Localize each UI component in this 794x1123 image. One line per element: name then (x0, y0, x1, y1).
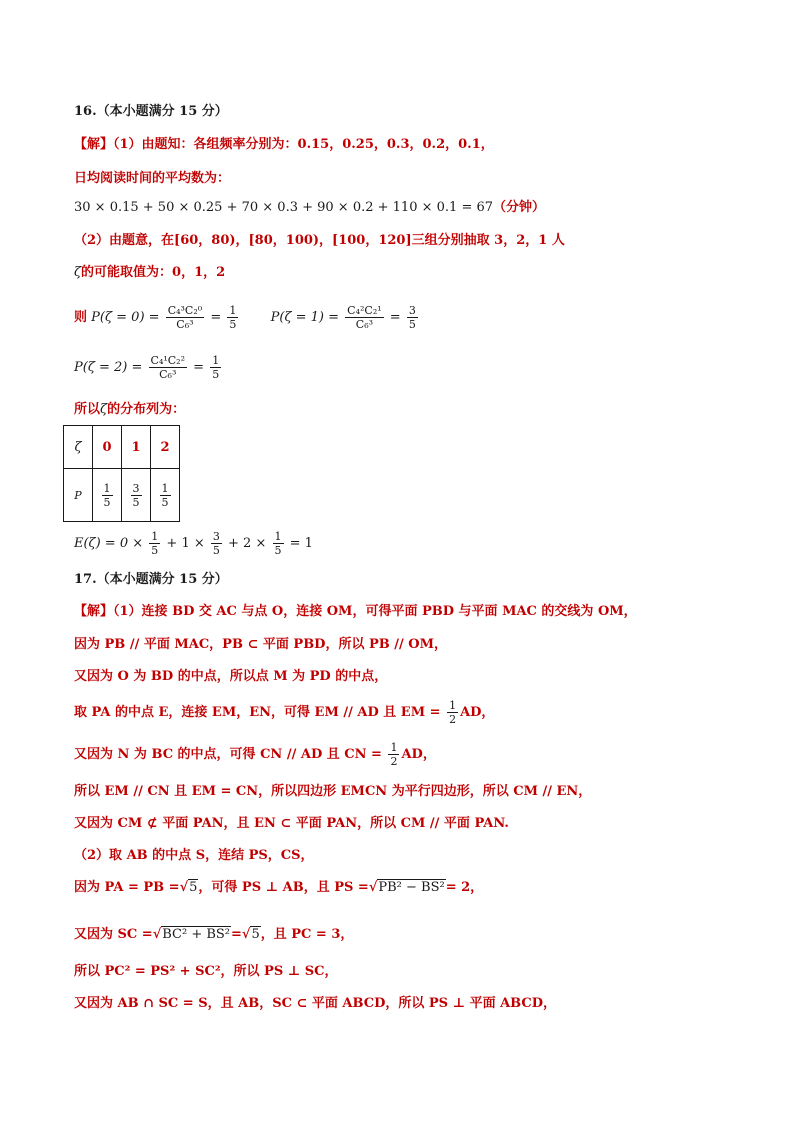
fraction: $\frac{1}{5}$ (151, 530, 159, 557)
q16-mean-intro: 日均阅读时间的平均数为： (74, 171, 231, 186)
fraction: $\frac{1}{2}$ (449, 699, 457, 726)
sqrt-term: 5 (251, 927, 260, 942)
table-cell: 1 (122, 426, 151, 469)
equals: = (389, 310, 401, 325)
q17-line-2: 因为 PB // 平面 MAC，PB ⊂ 平面 PBD，所以 PB // OM， (74, 637, 448, 652)
equals: = (193, 360, 205, 375)
q17-line-7: 又因为 CM ⊄ 平面 PAN，且 EN ⊂ 平面 PAN，所以 CM // 平面 PAN. (74, 816, 509, 831)
q17-text: 因为 PA = PB = (74, 880, 180, 895)
q16-prob-2 (74, 350, 223, 386)
q17-text: （1）连接 BD 交 AC 与点 O，连接 OM，可得平面 PBD 与平面 MAC 的交线为 OM， (113, 604, 637, 619)
q17-line-4 (74, 695, 494, 731)
so-word: 所以 (74, 402, 101, 417)
fraction: $\frac{\text{C₄¹C₂²}}{\text{C₆³}}$ (150, 354, 186, 381)
q17-text: ，且 PC = 3， (260, 927, 354, 942)
p-zeta-0: P(ζ = 0) = (91, 310, 160, 325)
q16-frequencies: （1）由题知：各组频率分别为：0.15，0.25，0.3，0.2，0.1， (113, 137, 494, 152)
table-cell: $\frac{1}{5}$ (151, 469, 180, 522)
p-zeta-1: P(ζ = 1) = (270, 310, 340, 325)
q16-solution-part2: （2）由题意，在[60，80)，[80，100)，[100，120]三组分别抽取 3，2，1 人 (74, 233, 565, 248)
q16-mean-calc (74, 200, 545, 216)
mean-expression: 30 × 0.15 + 50 × 0.25 + 70 × 0.3 + 90 × 0.2 + 110 × 0.1 = 67 (74, 200, 494, 215)
solution-tag: 【解】 (74, 604, 114, 619)
fraction: $\frac{1}{5}$ (274, 530, 282, 557)
zeta-var: ζ (74, 265, 82, 280)
q17-text: AD， (460, 705, 495, 720)
q17-line-8: （2）取 AB 的中点 S，连结 PS，CS， (74, 848, 314, 863)
table-cell: $\frac{3}{5}$ (122, 469, 151, 522)
q17-text: 又因为 N 为 BC 的中点，可得 CN // AD 且 CN = (74, 747, 382, 762)
expectation-term: + 1 × (166, 536, 205, 551)
q17-text: AD， (401, 747, 436, 762)
q16-solution-part1 (74, 137, 494, 153)
fraction: $\frac{3}{5}$ (408, 304, 416, 331)
q16-heading: 16.（本小题满分 15 分） (74, 104, 228, 119)
table-cell: 2 (151, 426, 180, 469)
then-word: 则 (74, 310, 88, 325)
distribution-table (63, 425, 180, 522)
q17-line-12: 又因为 AB ∩ SC = S，且 AB，SC ⊂ 平面 ABCD，所以 PS ⊥ 平面 ABCD， (74, 996, 557, 1011)
q16-expectation (74, 526, 313, 562)
expectation-lhs: E(ζ) = 0 × (74, 536, 144, 551)
q16-distribution-intro (74, 402, 185, 418)
sqrt-term: PB² − BS² (378, 880, 445, 895)
table-cell: $\frac{1}{5}$ (93, 469, 122, 522)
q17-line-1 (74, 604, 637, 620)
fraction: $\frac{1}{2}$ (390, 741, 398, 768)
q17-heading: 17.（本小题满分 15 分） (74, 572, 228, 587)
q17-text: = (231, 927, 242, 942)
fraction: $\frac{1}{5}$ (229, 304, 237, 331)
solution-tag: 【解】 (74, 137, 114, 152)
expectation-term: + 2 × (228, 536, 267, 551)
fraction: $\frac{1}{5}$ (212, 354, 220, 381)
table-row (64, 469, 180, 522)
q17-text: 取 PA 的中点 E，连接 EM，EN，可得 EM // AD 且 EM = (74, 705, 441, 720)
sqrt-term: 5 (189, 880, 198, 895)
q17-line-5 (74, 737, 436, 773)
values-text: 的可能取值为：0，1，2 (81, 265, 226, 280)
fraction: $\frac{3}{5}$ (212, 530, 220, 557)
p-zeta-2: P(ζ = 2) = (74, 360, 143, 375)
q17-line-3: 又因为 O 为 BD 的中点，所以点 M 为 PD 的中点， (74, 669, 388, 684)
fraction: $\frac{\text{C₄³C₂⁰}}{\text{C₆³}}$ (167, 304, 203, 331)
table-cell: 0 (93, 426, 122, 469)
equals: = (210, 310, 222, 325)
table-row (64, 426, 180, 469)
zeta-var: ζ (100, 402, 108, 417)
q17-line-11: 所以 PC² = PS² + SC²，所以 PS ⊥ SC， (74, 964, 338, 979)
q17-line-6: 所以 EM // CN 且 EM = CN，所以四边形 EMCN 为平行四边形，所以 CM // EN， (74, 784, 592, 799)
q17-line-10: 又因为 SC =√BC² + BS²=√5，且 PC = 3， (74, 927, 354, 942)
q16-prob-0-1 (74, 300, 420, 336)
q17-text: 又因为 SC = (74, 927, 153, 942)
table-header-zeta: ζ (64, 426, 93, 469)
table-header-p: P (64, 469, 93, 522)
fraction: $\frac{\text{C₄²C₂¹}}{\text{C₆³}}$ (347, 304, 382, 331)
sqrt-term: BC² + BS² (162, 927, 231, 942)
mean-unit: （分钟） (493, 200, 546, 215)
q17-text: ，可得 PS ⊥ AB，且 PS = (198, 880, 369, 895)
expectation-result: = 1 (289, 536, 313, 551)
q16-values (74, 265, 225, 281)
q17-line-9: 因为 PA = PB =√5，可得 PS ⊥ AB，且 PS =√PB² − BS²= 2， (74, 880, 484, 895)
distribution-text: 的分布列为： (107, 402, 186, 417)
q17-text: = 2， (445, 880, 484, 895)
